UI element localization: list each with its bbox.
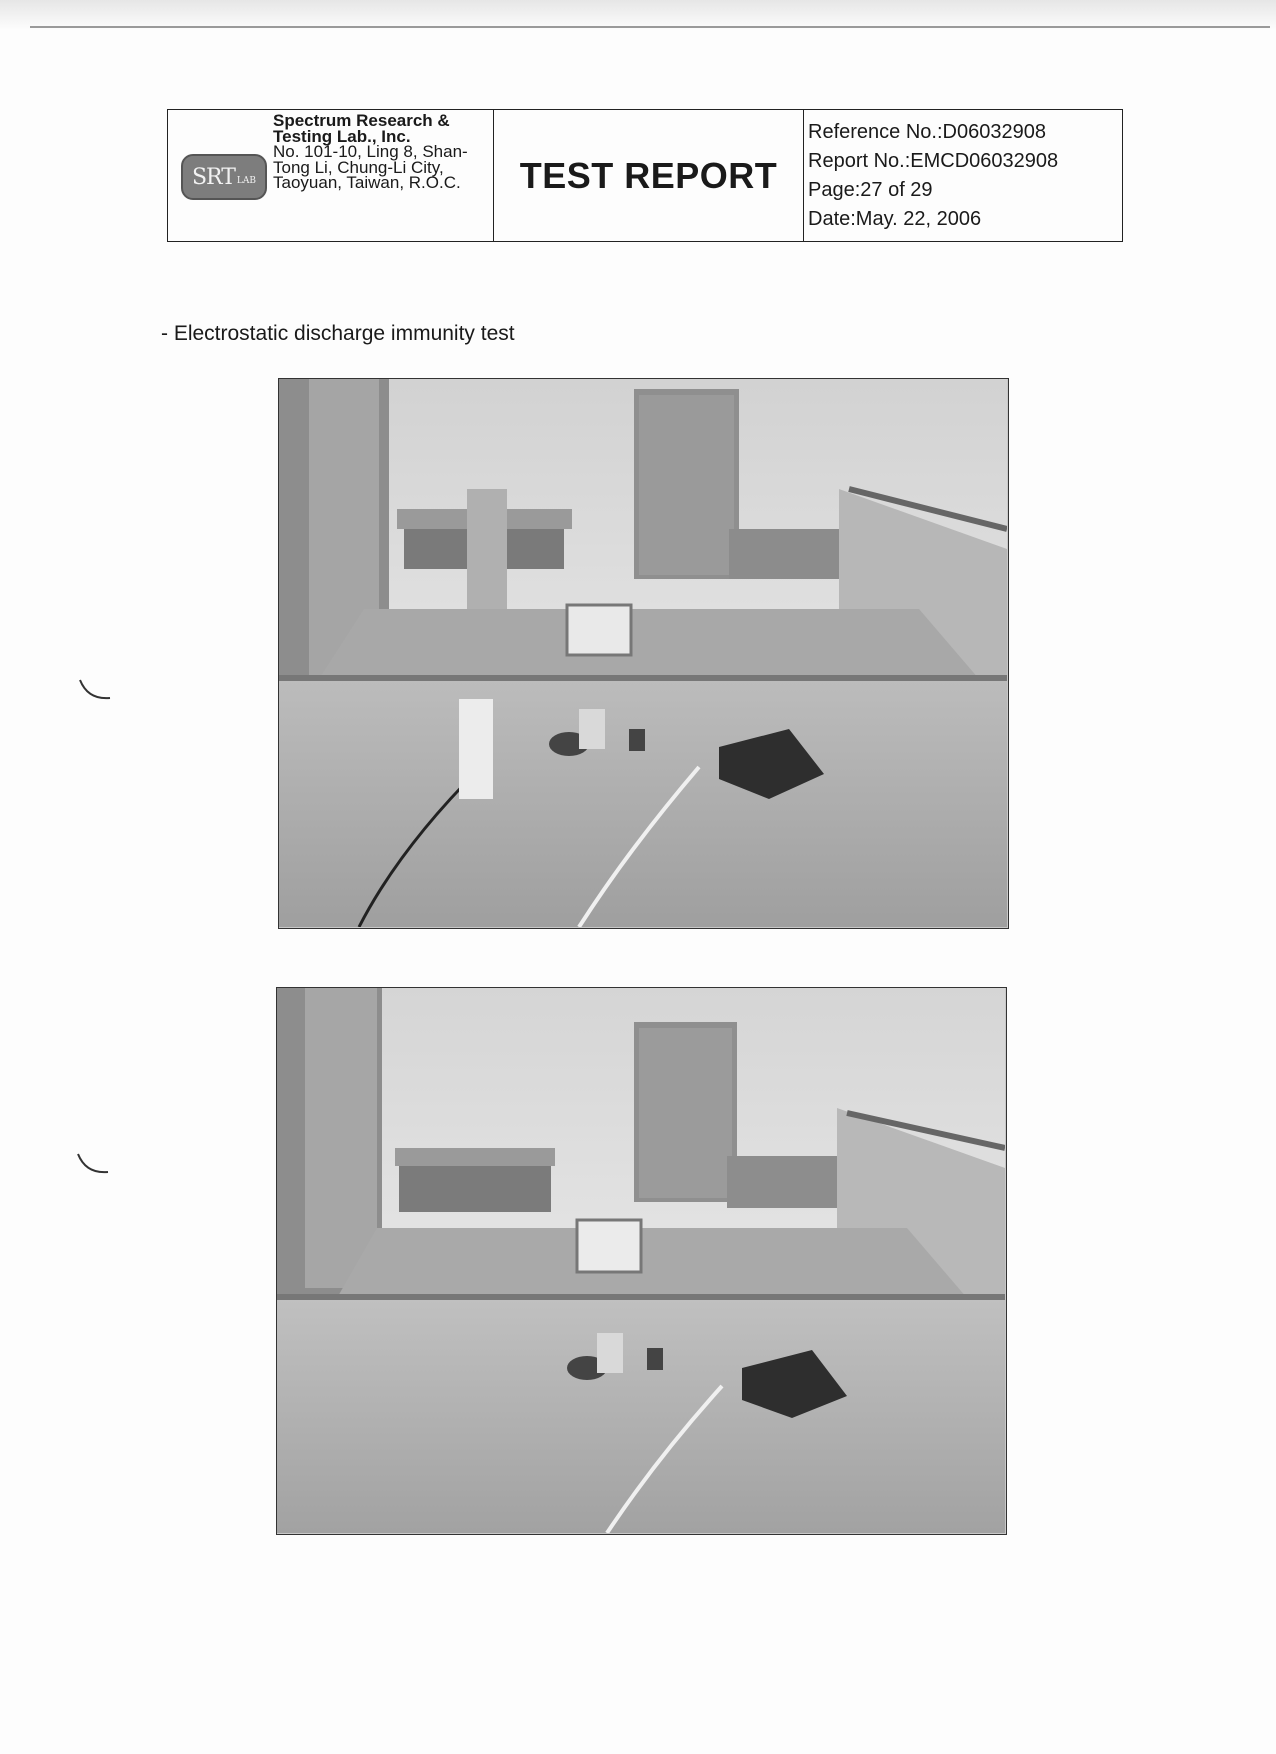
company-name: Spectrum Research & Testing Lab., Inc. xyxy=(273,111,450,146)
company-info xyxy=(273,113,491,191)
report-title: TEST REPORT xyxy=(519,154,778,196)
punch-hole-mark-1 xyxy=(78,676,114,706)
scan-top-line xyxy=(30,26,1270,28)
test-setup-photo-2 xyxy=(276,987,1007,1535)
page-number: Page:27 of 29 xyxy=(808,179,933,201)
reference-number: Reference No.:D06032908 xyxy=(808,121,1046,143)
section-heading: - Electrostatic discharge immunity test xyxy=(161,322,515,345)
title-cell xyxy=(494,110,804,241)
punch-hole-mark-2 xyxy=(76,1150,112,1180)
test-setup-photo-1 xyxy=(278,378,1009,929)
company-address: No. 101-10, Ling 8, Shan-Tong Li, Chung-Li City, Taoyuan, Taiwan, R.O.C. xyxy=(273,142,468,192)
report-header xyxy=(167,109,1123,242)
report-number: Report No.:EMCD06032908 xyxy=(808,150,1059,172)
reference-cell xyxy=(804,110,1122,241)
company-logo: SRT LAB xyxy=(181,154,267,200)
company-cell xyxy=(168,110,494,241)
report-date: Date:May. 22, 2006 xyxy=(808,208,982,230)
